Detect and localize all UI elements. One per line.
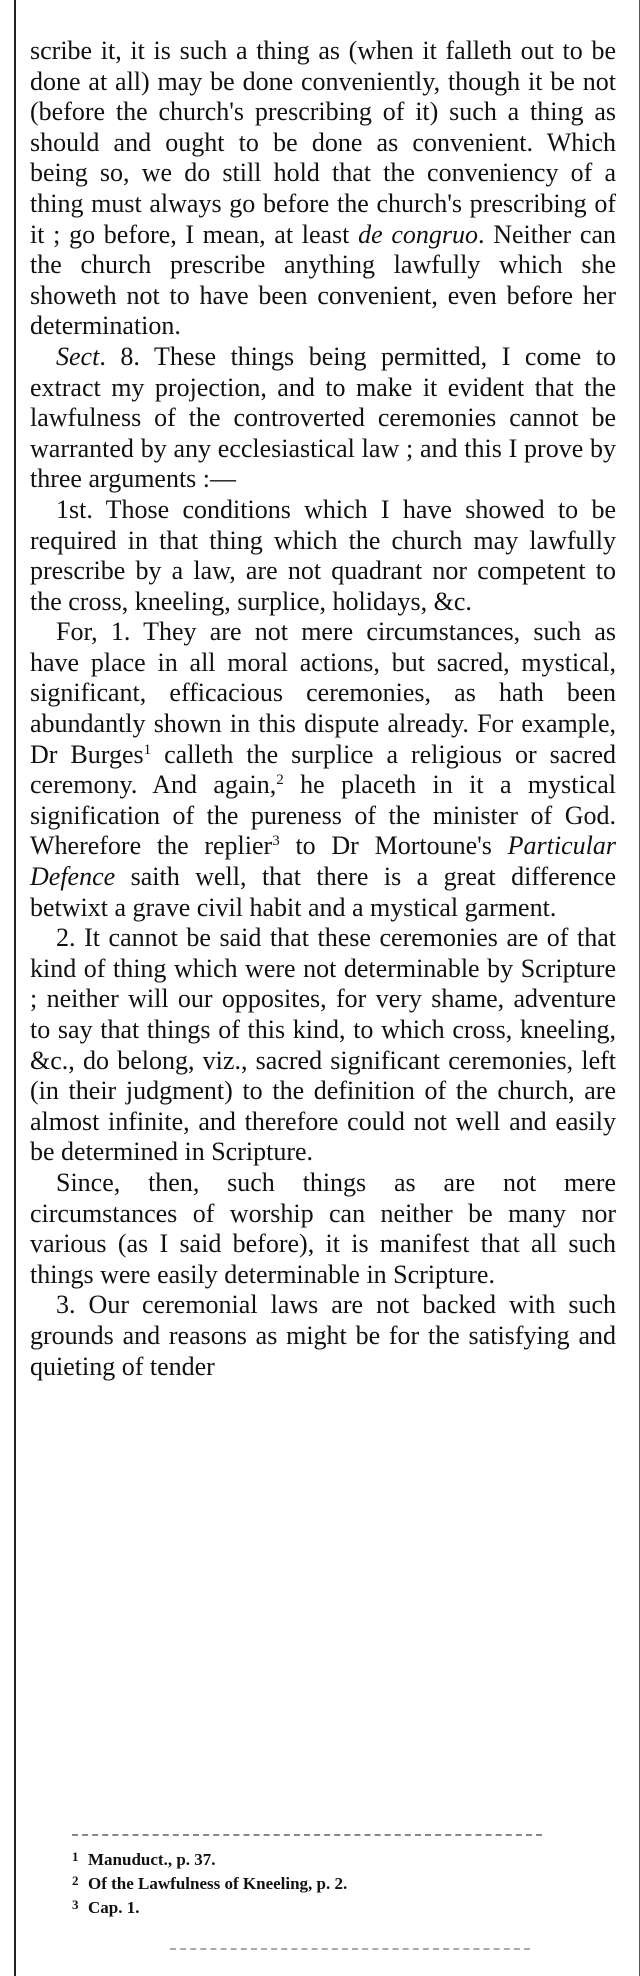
footnote-text: Manuduct., p. 37. <box>88 1850 216 1869</box>
paragraph-text: For, 1. They are not mere circumstances, such as have place in all moral actions, but sacred, mystical, significant, efficacious ceremonies, as hath been abundantly shown in this dispute already. For example, Dr Burges <box>30 617 616 769</box>
paragraph-text: 2. It cannot be said that these ceremonies are of that kind of thing which were not determinable by Scripture ; neither will our opposites, for very shame, adventure to say that things of this kind, to which cross, kneeling, &c., do belong, viz., sacred significant ceremonies, left (in their judgment) to the definition of the church, are almost infinite, and therefore could not well and easily be determined in Scripture. <box>30 923 616 1167</box>
paragraph-point-1 <box>30 617 616 923</box>
paragraph-1 <box>30 36 616 342</box>
paragraph-since-then <box>30 1168 616 1290</box>
page-body <box>30 36 616 1382</box>
footnote-text: Cap. 1. <box>88 1898 140 1917</box>
paragraph-text: . Neither can the church prescribe anything lawfully which she showeth not to have been convenient, even before her determination. <box>30 219 616 341</box>
footnote-2 <box>72 1870 572 1894</box>
paragraph-text: 1st. Those conditions which I have showed to be required in that thing which the church may lawfully prescribe by a law, are not quadrant nor competent to the cross, kneeling, surplice, holidays, &c. <box>30 494 616 616</box>
footnote-text: Of the Lawfulness of Kneeling, p. 2. <box>88 1874 348 1893</box>
bottom-divider <box>170 1948 530 1950</box>
footnote-ref-2[interactable]: 2 <box>276 772 284 789</box>
italic-phrase: de congruo <box>358 219 479 249</box>
left-margin-rule <box>14 0 16 1976</box>
paragraph-point-3 <box>30 1290 616 1382</box>
paragraph-text: calleth the surplice a religious or sacred ceremony. And again, <box>30 739 616 800</box>
paragraph-text: saith well, that there is a great difference betwixt a grave civil habit and a mystical garment. <box>30 862 616 922</box>
footnote-mark: 2 <box>72 1873 79 1888</box>
paragraph-sect-8 <box>30 342 616 495</box>
footnote-1 <box>72 1846 572 1870</box>
footnote-ref-1[interactable]: 1 <box>143 741 152 758</box>
footnote-mark: 1 <box>72 1849 79 1864</box>
paragraph-text: Since, then, such things as are not mere circumstances of worship can neither be many nor various (as I said before), it is manifest that all such things were easily determinable in Scripture. <box>30 1167 616 1289</box>
paragraph-text: 3. Our ceremonial laws are not backed with such grounds and reasons as might be for the satisfying and quieting of tender <box>30 1290 616 1381</box>
footnote-ref-3[interactable]: 3 <box>272 833 280 850</box>
paragraph-text: . 8. These things being permitted, I come to extract my projection, and to make it evident that the lawfulness of the controverted ceremonies cannot be warranted by any ecclesiastical law ; and this I prove by three arguments :— <box>30 341 616 494</box>
section-label: Sect <box>56 341 100 371</box>
footnotes <box>72 1846 572 1918</box>
paragraph-first-argument <box>30 495 616 617</box>
footnote-mark: 3 <box>72 1897 79 1912</box>
paragraph-point-2 <box>30 923 616 1168</box>
footnote-divider <box>72 1834 542 1836</box>
paragraph-text: to Dr Mortoune's <box>279 831 508 861</box>
italic-title: Particular Defence <box>30 831 616 892</box>
paragraph-text: he placeth in it a mystical signification of the pureness of the minister of God. Wherefore the replier <box>30 770 616 861</box>
footnote-3 <box>72 1894 572 1918</box>
paragraph-text: scribe it, it is such a thing as (when it falleth out to be done at all) may be done conveniently, though it be not (before the church's prescribing of it) such a thing as should and ought to be done as convenient. Which being so, we do still hold that the conveniency of a thing must always go before the church's prescribing of it ; go before, I mean, at least <box>30 36 616 249</box>
